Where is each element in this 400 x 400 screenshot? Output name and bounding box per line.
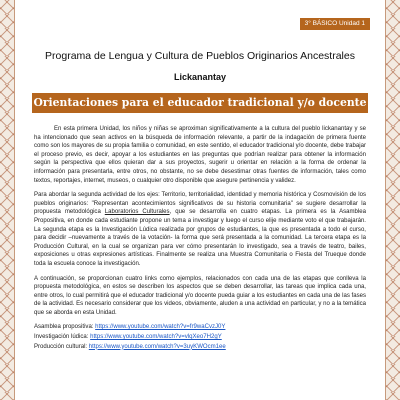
paragraph-2-after: , que se desarrolla en cuatro etapas. La primera es la Asamblea Propositiva, en donde cada estudiante propone un tema a investigar y luego el curso elije mediante voto el que trabajarán. La segunda etapa es la Investigación Lúdica realizada por grupos de estudiantes, la que es presentada a todo el curso, para decidir –nuevamente a través de la votación- la forma que será presentada a la comunidad. La tercera etapa es la Producción Cultural, en la cual se organizan para ver cómo presentarán lo investigado, sea a través de teatro, bailes, exposiciones u otras expresiones artísticas. Finalmente se realiza una Muestra Comunitaria o Fiesta del Trueque donde toda la escuela conoce la investigación. [34, 209, 366, 267]
video-links-list [34, 323, 366, 351]
section-title: Orientaciones para el educador tradicional y/o docente [32, 93, 368, 113]
laboratorios-culturales-term: Laboratorios Culturales [104, 209, 170, 216]
link-label: Asamblea propositiva: [34, 324, 96, 331]
paragraph-3: A continuación, se proporcionan cuatro links como ejemplos, relacionados con cada una de las etapas que conlleva la propuesta metodológica, en estos se describen los aspectos que se deben desarrollar, las tareas que implica cada una, entre otros, lo cual permitirá que el educador tradicional y/o docente pueda guiar a los estudiantes en cada una de las fases de la actividad. Es necesario considerar que los videos, obviamente, aluden a una actividad en particular, y no a la temática que se aborda en esta Unidad. [34, 275, 366, 316]
people-subtitle: Lickanantay [173, 72, 227, 82]
decorative-border-right [385, 0, 400, 400]
link-item [34, 323, 366, 332]
decorative-border-left [0, 0, 15, 400]
program-title: Programa de Lengua y Cultura de Pueblos Originarios Ancestrales [45, 50, 355, 62]
paragraph-2-before: Para abordar la segunda actividad de los ejes: Territorio, territorialidad, identidad y memoria histórica y Cosmovisión de los pueblos originarios: "Representan acontecimientos significativos de su historia comunitaria" se sugiere desarrollar la propuesta metodológica [34, 192, 366, 216]
paragraph-2 [34, 191, 366, 268]
video-link-asamblea[interactable]: https://www.youtube.com/watch?v=fr9waCvzJ0Y [95, 324, 226, 331]
link-label: Producción cultural: [34, 343, 89, 350]
video-link-produccion[interactable]: https://www.youtube.com/watch?v=3uyKWOcm1ee [88, 343, 226, 350]
paragraph-1: En esta primera Unidad, los niños y niñas se aproximan significativamente a la cultura del pueblo lickanantay y se ha intencionado que sean activos en la búsqueda de información relevante, a partir de la indagación de primera fuente como son los mayores de su propia familia o comunidad, en este sentido, el educador tradicional y/o docente, debe trabajar el proceso previo, es decir, apoyar a los estudiantes en las preguntas que podrían realizar para obtener la información según la perspectiva que ellos quieran dar a sus proyectos, sugerir u orientar en relación a la forma de ordenar la información para presentarla, entre otros, no obstante, no se debe desestimar otras fuentes de información, tales como textos, reportajes, internet, museos, o cualquier otro disponible que asegure pertinencia y validez. [34, 126, 366, 184]
video-link-investigacion[interactable]: https://www.youtube.com/watch?v=vlqXeo7H2gY [90, 334, 222, 341]
link-item [34, 343, 366, 352]
link-label: Investigación lúdica: [34, 334, 91, 341]
document-body [34, 125, 366, 400]
link-item [34, 333, 366, 342]
grade-unit-badge: 3° BÁSICO Unidad 1 [300, 18, 370, 30]
